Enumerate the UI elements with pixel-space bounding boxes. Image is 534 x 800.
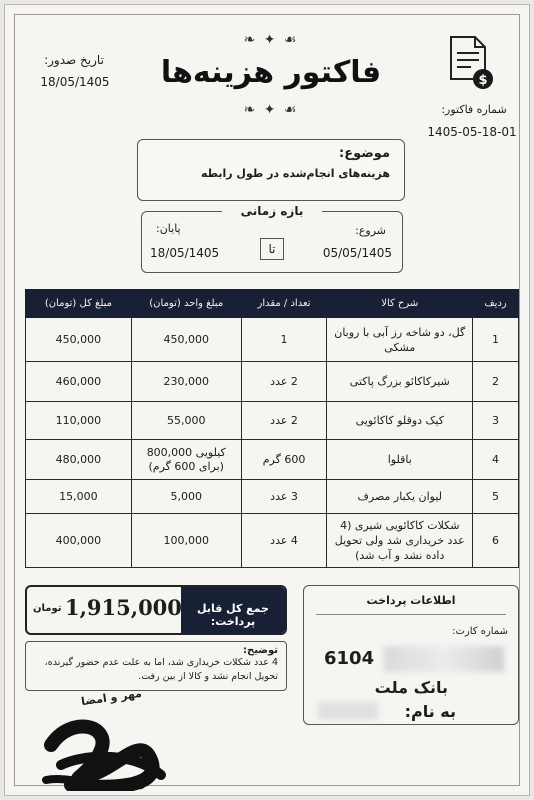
- invoice-number: 1405-05-18-01: [427, 125, 517, 139]
- subject-label: موضوع:: [339, 146, 390, 161]
- signature-scribble-redaction: [41, 705, 171, 791]
- row-index: 1: [473, 318, 519, 362]
- note-label: توضیح:: [243, 645, 278, 656]
- period-to-label: تا: [260, 238, 284, 260]
- row-index: 5: [473, 480, 519, 514]
- subject-box: [137, 139, 405, 201]
- period-box: [141, 204, 403, 273]
- account-holder-redaction: [318, 702, 378, 720]
- table-header-row: [26, 290, 519, 318]
- table-row: [26, 514, 519, 568]
- invoice-document-dollar-icon: [445, 35, 495, 91]
- header-total-price: مبلغ کل (تومان): [26, 290, 132, 318]
- row-unit-price: 100,000: [131, 514, 241, 568]
- row-unit-price: 55,000: [131, 402, 241, 440]
- invoice-title: فاکتور هزینه‌ها: [160, 55, 382, 90]
- payment-info-title: اطلاعات پرداخت: [366, 594, 456, 607]
- row-description: لیوان یکبار مصرف: [327, 480, 473, 514]
- period-end-date: 18/05/1405: [150, 246, 220, 260]
- row-index: 2: [473, 362, 519, 402]
- title-ornament-top: ❧ ✦ ☙: [243, 32, 299, 48]
- row-total-price: 460,000: [26, 362, 132, 402]
- card-number: 6104: [324, 648, 375, 669]
- row-index: 4: [473, 440, 519, 480]
- header-quantity: تعداد / مقدار: [241, 290, 327, 318]
- row-total-price: 450,000: [26, 318, 132, 362]
- card-number-label: شماره کارت:: [452, 626, 508, 637]
- header-index: ردیف: [473, 290, 519, 318]
- row-quantity: 1: [241, 318, 327, 362]
- row-description: باقلوا: [327, 440, 473, 480]
- bank-name: بانک ملت: [374, 678, 448, 697]
- items-table: [25, 289, 519, 568]
- table-row: [26, 402, 519, 440]
- payment-divider: [316, 614, 506, 615]
- table-row: [26, 362, 519, 402]
- issue-date-label: تاریخ صدور:: [44, 53, 104, 67]
- stamp-label: مهر و امضا: [80, 686, 143, 709]
- grand-total-value: 1,915,000: [65, 595, 182, 620]
- period-end-label: پایان:: [156, 222, 181, 235]
- period-start-date: 05/05/1405: [322, 246, 392, 260]
- row-total-price: 480,000: [26, 440, 132, 480]
- row-total-price: 110,000: [26, 402, 132, 440]
- row-quantity: 2 عدد: [241, 362, 327, 402]
- row-description: شیرکاکائو بزرگ پاکتی: [327, 362, 473, 402]
- table-row: [26, 318, 519, 362]
- note-text: 4 عدد شکلات خریداری شد، اما به علت عدم حضور گیرنده، تحویل انجام نشد و کالا از بین رفت.: [44, 657, 278, 682]
- row-quantity: 2 عدد: [241, 402, 327, 440]
- row-quantity: 600 گرم: [241, 440, 327, 480]
- row-description: شکلات کاکائویی شیری (4 عدد خریداری شد ولی تحویل داده نشد و آب شد): [327, 514, 473, 568]
- title-ornament-bottom: ❧ ✦ ☙: [243, 102, 299, 118]
- invoice-page: [4, 4, 530, 796]
- period-title: بازه زمانی: [222, 204, 322, 218]
- row-unit-price: 5,000: [131, 480, 241, 514]
- row-description: گل، دو شاخه رز آبی با روبان مشکی: [327, 318, 473, 362]
- row-description: کیک دوقلو کاکائویی: [327, 402, 473, 440]
- subject-text: هزینه‌های انجام‌شده در طول رابطه: [200, 167, 390, 180]
- row-unit-price: کیلویی 800,000 (برای 600 گرم): [131, 440, 241, 480]
- invoice-number-label: شماره فاکتور:: [441, 103, 507, 116]
- row-quantity: 4 عدد: [241, 514, 327, 568]
- svg-text:$: $: [478, 73, 488, 88]
- table-row: [26, 480, 519, 514]
- row-quantity: 3 عدد: [241, 480, 327, 514]
- header-description: شرح کالا: [327, 290, 473, 318]
- stamp-signature-area: [41, 686, 171, 791]
- period-start-label: شروع:: [355, 224, 386, 237]
- account-holder-label: به نام:: [404, 702, 456, 721]
- row-index: 3: [473, 402, 519, 440]
- issue-date: 18/05/1405: [40, 75, 110, 89]
- row-total-price: 15,000: [26, 480, 132, 514]
- payment-info-box: [303, 585, 519, 725]
- row-index: 6: [473, 514, 519, 568]
- grand-total-currency: تومان: [33, 603, 62, 614]
- grand-total-box: [25, 585, 287, 635]
- note-box: [25, 641, 287, 691]
- row-unit-price: 230,000: [131, 362, 241, 402]
- header-unit-price: مبلغ واحد (تومان): [131, 290, 241, 318]
- table-row: [26, 440, 519, 480]
- row-total-price: 400,000: [26, 514, 132, 568]
- row-unit-price: 450,000: [131, 318, 241, 362]
- card-number-redaction: [384, 646, 504, 672]
- grand-total-label: جمع کل قابل پرداخت:: [181, 587, 285, 633]
